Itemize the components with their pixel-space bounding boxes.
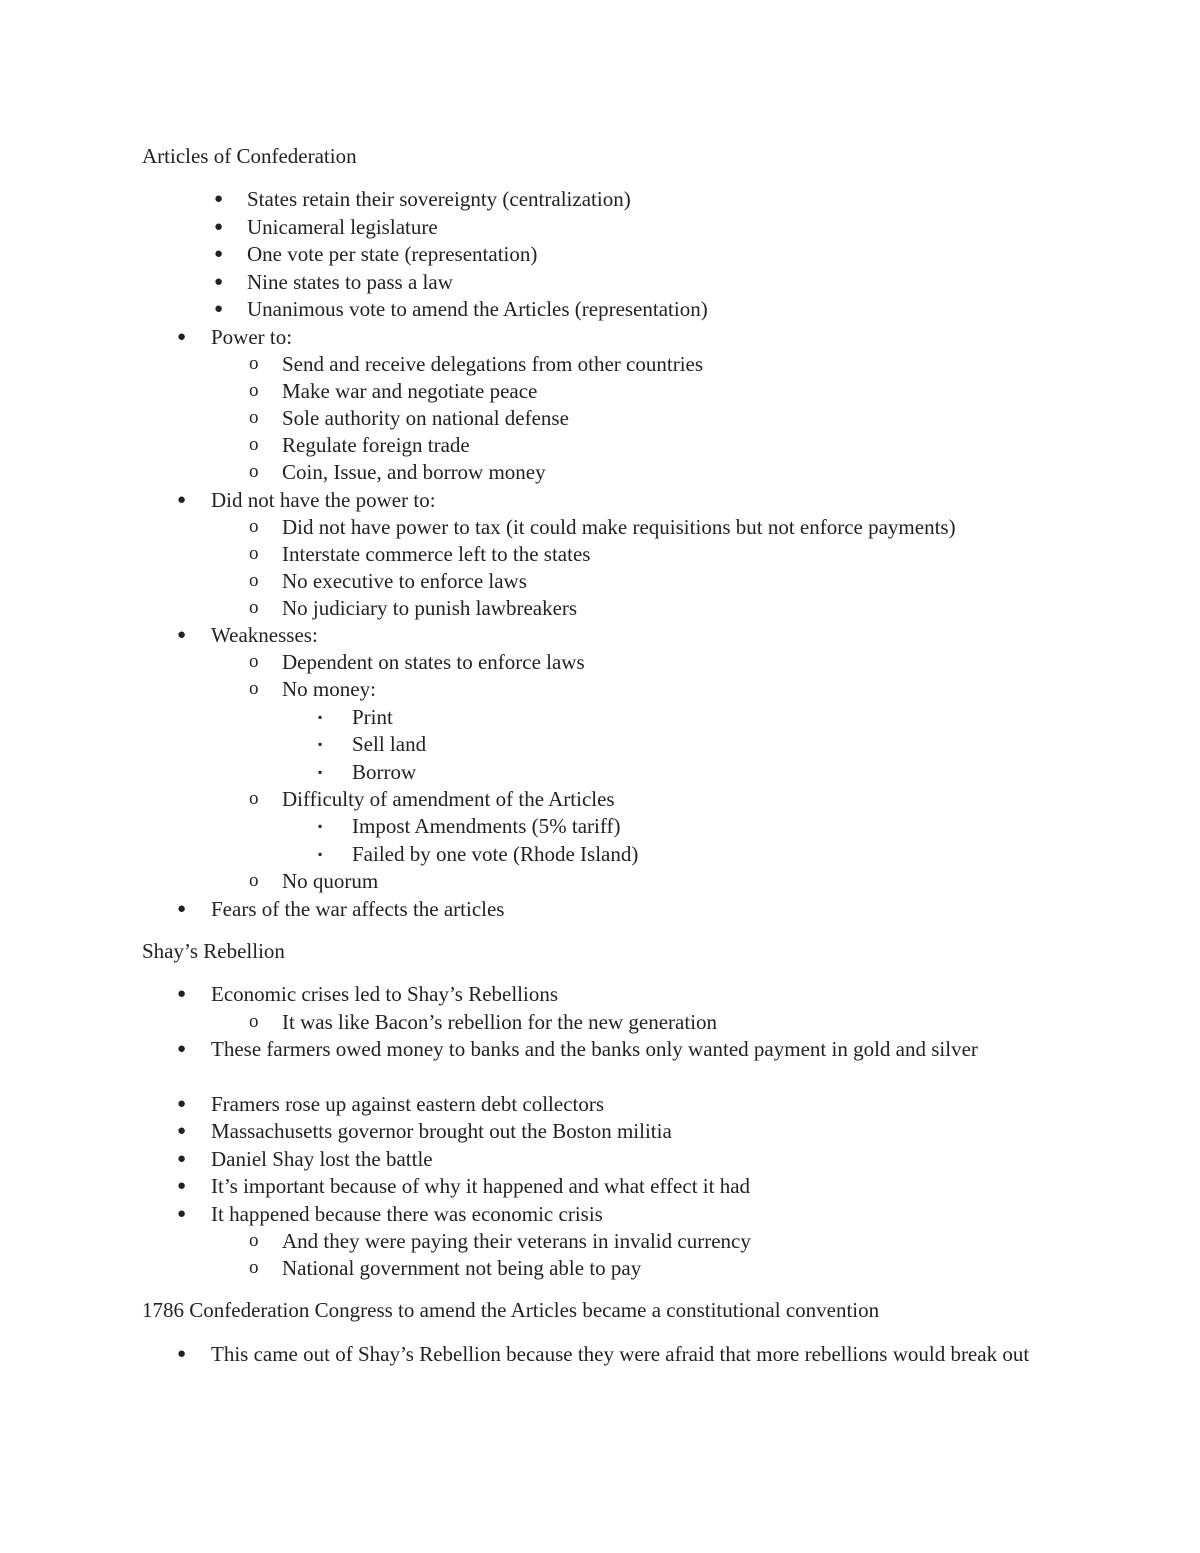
bullet-icon: ● <box>177 1041 187 1057</box>
circle-bullet-icon: o <box>249 461 259 482</box>
sub-list-item: No judiciary to punish lawbreakers <box>282 596 578 620</box>
bullet-icon: ● <box>214 274 224 290</box>
bullet-icon: ● <box>214 246 224 262</box>
sub-sub-list-item: Impost Amendments (5% tariff) <box>352 814 621 838</box>
list-item: It happened because there was economic crisis <box>211 1202 603 1226</box>
sub-list-item: Difficulty of amendment of the Articles <box>282 787 615 811</box>
list-item: Nine states to pass a law <box>247 270 453 294</box>
sub-list-item: No money: <box>282 677 376 701</box>
list-item: It’s important because of why it happened and what effect it had <box>211 1174 751 1198</box>
bullet-icon: ● <box>177 329 187 345</box>
list-item: Massachusetts governor brought out the Boston militia <box>211 1119 672 1143</box>
list-item: One vote per state (representation) <box>247 242 538 266</box>
section-heading-articles: Articles of Confederation <box>142 144 357 168</box>
list-item-weaknesses: Weaknesses: <box>211 623 318 647</box>
circle-bullet-icon: o <box>249 597 259 618</box>
sub-list-item: No executive to enforce laws <box>282 569 527 593</box>
sub-list-item: Dependent on states to enforce laws <box>282 650 585 674</box>
sub-list-item: And they were paying their veterans in invalid currency <box>282 1229 751 1253</box>
sub-list-item: Regulate foreign trade <box>282 433 470 457</box>
sub-list-item: Coin, Issue, and borrow money <box>282 460 546 484</box>
circle-bullet-icon: o <box>249 1230 259 1251</box>
circle-bullet-icon: o <box>249 870 259 891</box>
bullet-icon: ● <box>177 1206 187 1222</box>
bullet-icon: ● <box>177 901 187 917</box>
sub-list-item: National government not being able to pay <box>282 1256 642 1280</box>
square-bullet-icon: ▪ <box>318 819 323 833</box>
square-bullet-icon: ▪ <box>318 847 323 861</box>
list-item: These farmers owed money to banks and the banks only wanted payment in gold and silver <box>211 1037 978 1061</box>
list-item: Economic crises led to Shay’s Rebellions <box>211 982 559 1006</box>
circle-bullet-icon: o <box>249 380 259 401</box>
sub-list-item: It was like Bacon’s rebellion for the new generation <box>282 1010 718 1034</box>
section-heading-shays-rebellion: Shay’s Rebellion <box>142 939 285 963</box>
list-item: Fears of the war affects the articles <box>211 897 505 921</box>
circle-bullet-icon: o <box>249 1011 259 1032</box>
bullet-icon: ● <box>214 191 224 207</box>
sub-sub-list-item: Borrow <box>352 760 417 784</box>
sub-list-item: Did not have power to tax (it could make requisitions but not enforce payments) <box>282 515 956 539</box>
bullet-icon: ● <box>177 492 187 508</box>
circle-bullet-icon: o <box>249 353 259 374</box>
circle-bullet-icon: o <box>249 788 259 809</box>
list-item: Daniel Shay lost the battle <box>211 1147 433 1171</box>
list-item-power-to: Power to: <box>211 325 293 349</box>
sub-list-item: No quorum <box>282 869 379 893</box>
square-bullet-icon: ▪ <box>318 737 323 751</box>
circle-bullet-icon: o <box>249 570 259 591</box>
circle-bullet-icon: o <box>249 434 259 455</box>
bullet-icon: ● <box>214 219 224 235</box>
list-item-not-power: Did not have the power to: <box>211 488 436 512</box>
circle-bullet-icon: o <box>249 1257 259 1278</box>
bullet-icon: ● <box>177 627 187 643</box>
sub-list-item: Make war and negotiate peace <box>282 379 538 403</box>
bullet-icon: ● <box>177 1178 187 1194</box>
square-bullet-icon: ▪ <box>318 710 323 724</box>
list-item: This came out of Shay’s Rebellion because they were afraid that more rebellions would break out <box>211 1342 1030 1366</box>
list-item: Framers rose up against eastern debt collectors <box>211 1092 605 1116</box>
circle-bullet-icon: o <box>249 678 259 699</box>
bullet-icon: ● <box>177 1096 187 1112</box>
circle-bullet-icon: o <box>249 516 259 537</box>
circle-bullet-icon: o <box>249 651 259 672</box>
bullet-icon: ● <box>214 301 224 317</box>
sub-sub-list-item: Sell land <box>352 732 427 756</box>
list-item: Unanimous vote to amend the Articles (representation) <box>247 297 708 321</box>
square-bullet-icon: ▪ <box>318 765 323 779</box>
list-item: Unicameral legislature <box>247 215 438 239</box>
sub-sub-list-item: Print <box>352 705 393 729</box>
list-item: States retain their sovereignty (centralization) <box>247 187 631 211</box>
sub-sub-list-item: Failed by one vote (Rhode Island) <box>352 842 639 866</box>
section-heading-convention: 1786 Confederation Congress to amend the Articles became a constitutional convention <box>142 1298 880 1322</box>
bullet-icon: ● <box>177 986 187 1002</box>
sub-list-item: Interstate commerce left to the states <box>282 542 591 566</box>
circle-bullet-icon: o <box>249 407 259 428</box>
sub-list-item: Send and receive delegations from other countries <box>282 352 704 376</box>
circle-bullet-icon: o <box>249 543 259 564</box>
sub-list-item: Sole authority on national defense <box>282 406 569 430</box>
bullet-icon: ● <box>177 1123 187 1139</box>
bullet-icon: ● <box>177 1151 187 1167</box>
bullet-icon: ● <box>177 1346 187 1362</box>
